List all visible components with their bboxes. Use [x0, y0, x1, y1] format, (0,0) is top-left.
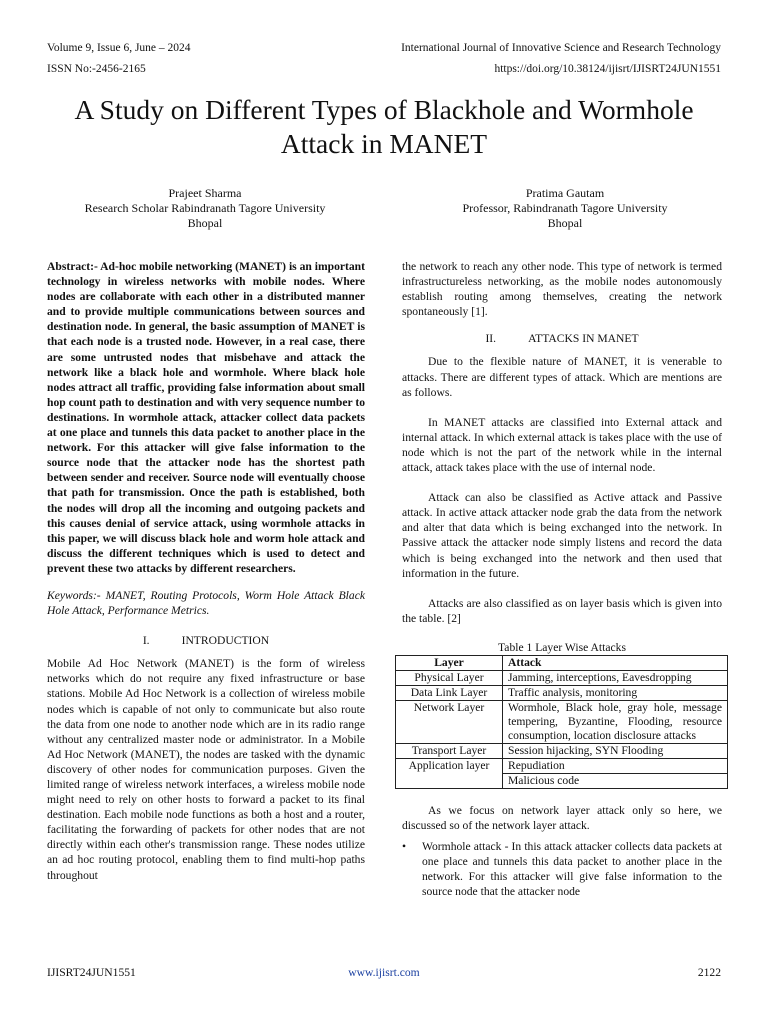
table-cell: Repudiation	[503, 758, 728, 773]
paragraph: Attacks are also classified as on layer basis which is given into the table. [2]	[402, 596, 722, 625]
table-header-row	[396, 655, 728, 670]
paragraph: In MANET attacks are classified into External attack and internal attack. In which external attack is takes place with the use of node which is not the part of the network while in the internal attack, attack takes place with the use of internal node.	[402, 415, 722, 475]
section-number: I.	[142, 634, 150, 648]
table-cell: Jamming, interceptions, Eavesdropping	[503, 670, 728, 685]
author-city: Bhopal	[547, 216, 583, 230]
table-cell: Data Link Layer	[396, 685, 503, 700]
table-cell: Session hijacking, SYN Flooding	[503, 743, 728, 758]
page-number: 2122	[697, 966, 721, 979]
website-link[interactable]: www.ijisrt.com	[348, 966, 420, 979]
table-cell: Traffic analysis, monitoring	[503, 685, 728, 700]
author-1	[40, 186, 370, 231]
left-column	[47, 259, 365, 883]
table-cell: Physical Layer	[396, 670, 503, 685]
paragraph: Due to the flexible nature of MANET, it is venerable to attacks. There are different types of attack. Which are mentions are as follows.	[402, 355, 722, 399]
paragraph: As we focus on network layer attack only so here, we discussed so of the network layer attack.	[402, 803, 722, 833]
table-row	[396, 700, 728, 743]
author-name: Pratima Gautam	[525, 186, 605, 200]
running-header	[47, 42, 721, 54]
issn: ISSN No:-2456-2165	[47, 63, 146, 75]
abstract: Abstract:- Ad-hoc mobile networking (MANET) is an important technology in wireless networks with mobile nodes. Where nodes are collaborate with each other in a distributed manner and to provide multiple communications between sources and destination node. In general, the basic assumption of MANET is that each node is a trusted node. However, in a real case, there are some untrusted nodes that misbehave and attack the network like a black hole and wormhole. Where black hole nodes attract all traffic, providing false information about small hop count path to destination and with very sequence number to destinations. In wormhole attack, attacker collect data packets at one place and tunnels this data packet to another place in the network. For this attacker will give false information to the source node that the attacker node has the shortest path between sender and receiver. Source node will eventually choose that path for transmission. Once the path is established, both the nodes will drop all the incoming and outgoing packets and this causes denial of service attack, using wormhole attacks in this paper, we will discuss black hole and worm hole attack and discuss the different techniques which is used to detect and prevent these two attacks by different researchers.	[47, 260, 366, 575]
table-caption: Table 1 Layer Wise Attacks	[498, 640, 626, 654]
right-column	[402, 259, 722, 900]
section-heading-attacks	[402, 331, 722, 346]
running-header-2	[47, 63, 721, 75]
section-title: INTRODUCTION	[181, 634, 270, 648]
paper-title	[20, 93, 748, 161]
section-title: ATTACKS IN MANET	[528, 332, 639, 346]
journal-name: International Journal of Innovative Science and Research Technology	[401, 42, 721, 54]
bullet-icon: •	[402, 840, 407, 854]
keywords: Keywords:- MANET, Routing Protocols, Worm Hole Attack Black Hole Attack, Performance Metrics.	[47, 588, 365, 618]
table-header-attack: Attack	[503, 655, 728, 670]
author-city: Bhopal	[187, 216, 223, 230]
table-cell: Application layer	[396, 758, 503, 788]
table-cell: Transport Layer	[396, 743, 503, 758]
continued-paragraph: the network to reach any other node. This type of network is termed infrastructureless networking, as the mobile nodes autonomously establish routing among themselves, creating the network spontaneously [1].	[402, 260, 722, 319]
table-cell: Network Layer	[396, 700, 503, 743]
table-row	[396, 758, 728, 773]
paragraph: Attack can also be classified as Active attack and Passive attack. In active attack attacker node grab the data from the network and alter that data which is being exchanged into the network. In Passive attack the attacker node simply listens and record the data which is being exchanged into the network and then used that information in the future.	[402, 491, 722, 580]
author-affiliation: Professor, Rabindranath Tagore University	[462, 201, 668, 215]
layer-attacks-table	[395, 655, 728, 789]
table-row	[396, 685, 728, 700]
section-number: II.	[485, 332, 497, 346]
volume-info: Volume 9, Issue 6, June – 2024	[47, 42, 191, 54]
author-2	[400, 186, 730, 231]
section-heading-introduction	[47, 633, 365, 648]
table-header-layer: Layer	[396, 655, 503, 670]
doi-link[interactable]: https://doi.org/10.38124/ijisrt/IJISRT24JUN1551	[494, 63, 721, 75]
table-row	[396, 743, 728, 758]
title-line-2: Attack in MANET	[280, 128, 488, 159]
list-item-text: Wormhole attack - In this attack attacker collects data packets at one place and tunnels this data packet to another place in the network. For this attacker will give false information to the source node that the attacker node	[422, 840, 722, 899]
author-affiliation: Research Scholar Rabindranath Tagore University	[84, 201, 326, 215]
attack-bullet-list	[402, 839, 722, 899]
table-row	[396, 670, 728, 685]
author-name: Prajeet Sharma	[168, 186, 242, 200]
introduction-paragraph: Mobile Ad Hoc Network (MANET) is the form of wireless networks which do not require any fixed infrastructure or base stations. Mobile Ad Hoc Network is a collection of wireless mobile nodes which is capable of not only to communicate but also route the data from one node to another node which are in its radio range without any centralized master node or administrator. In a Mobile Ad Hoc Network (MANET), the nodes are tasked with the dynamic discovery of other nodes for communication purposes. Given the limited range of wireless network interfaces, a wireless mobile node might need to rely on other hosts to forward a packet to its final destination. Each mobile node functions as both a host and a router, facilitating the forwarding of packets for other nodes that are not directly within each other's transmission range. These nodes utilize an ad hoc routing protocol, enabling them to find multi-hop paths throughout	[47, 657, 365, 882]
list-item	[402, 839, 722, 899]
article-code: IJISRT24JUN1551	[47, 966, 136, 979]
title-line-1: A Study on Different Types of Blackhole and Wormhole	[74, 94, 694, 125]
table-cell: Malicious code	[503, 773, 728, 788]
table-cell: Wormhole, Black hole, gray hole, message tempering, Byzantine, Flooding, resource consumption, location disclosure attacks	[503, 700, 728, 743]
